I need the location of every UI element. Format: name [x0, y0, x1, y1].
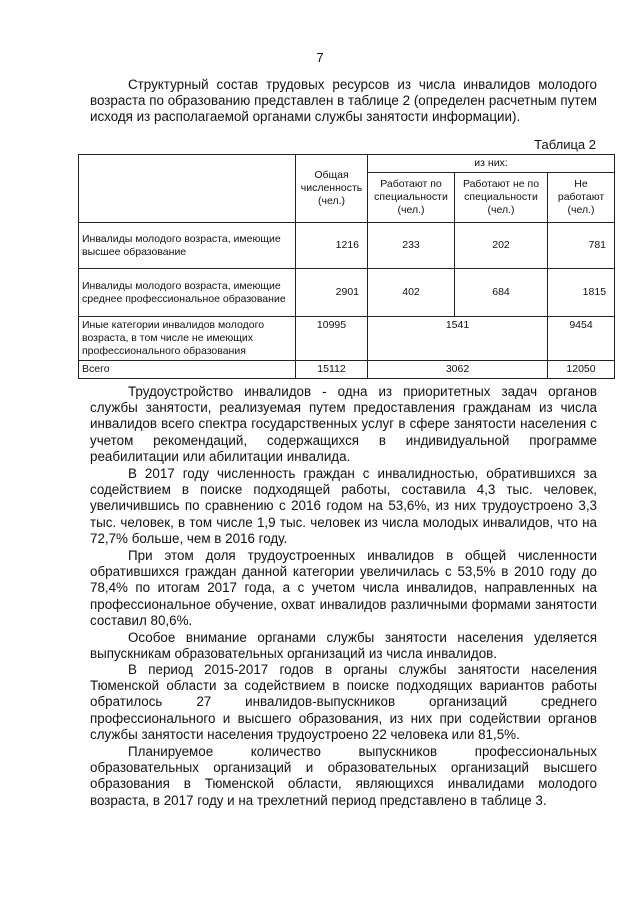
body-paragraph: При этом доля трудоустроенных инвалидов в общей численности обратившихся граждан данной категории увеличилась с 53,5% в 2010 году до 78,4% по итогам 2017 года, а с учетом числа инвалидов, направленных на профессиональное обучение, охват инвалидов различными формами занятости составил 80,6%. — [90, 548, 597, 628]
body-paragraph: В период 2015-2017 годов в органы службы занятости населения Тюменской области за содействием в поиске подходящих вариантов работы обратилось 27 инвалидов-выпускников организаций среднего профессионального и высшего образования, из них при содействии органов службы занятости населения трудоустроено 22 человека или 81,5%. — [90, 662, 597, 742]
cell-not-working: 781 — [548, 223, 615, 269]
body-paragraph: Особое внимание органами службы занятости населения уделяется выпускникам образовательных организаций из числа инвалидов. — [90, 630, 597, 662]
row-label: Иные категории инвалидов молодого возраста, в том числе не имеющих профессионального образования — [79, 317, 296, 361]
cell-not-working: 1815 — [548, 269, 615, 317]
cell-total: 2901 — [296, 269, 368, 317]
header-employed-not-in-specialty: Работают не по специальности (чел.) — [455, 173, 548, 223]
table-row — [79, 269, 615, 317]
table-row — [79, 361, 615, 379]
cell-working-combined: 1541 — [368, 317, 548, 361]
header-not-working: Не работают (чел.) — [548, 173, 615, 223]
cell-working-combined: 3062 — [368, 361, 548, 379]
cell-total: 1216 — [296, 223, 368, 269]
row-label: Инвалиды молодого возраста, имеющие среднее профессиональное образование — [79, 269, 296, 317]
header-employed-in-specialty: Работают по специальности (чел.) — [368, 173, 455, 223]
header-total: Общая численность (чел.) — [296, 155, 368, 223]
page-number: 7 — [316, 50, 324, 65]
table-caption: Таблица 2 — [534, 137, 596, 152]
cell-in-specialty: 233 — [368, 223, 455, 269]
employment-table — [78, 154, 615, 379]
body-paragraph: Трудоустройство инвалидов - одна из приоритетных задач органов службы занятости, реализуемая путем предоставления гражданам из числа инвалидов всего спектра государственных услуг в сфере занятости населения с учетом рекомендаций, содержащихся в индивидуальной программе реабилитации или абилитации инвалида. — [90, 384, 597, 464]
cell-not-in-specialty: 684 — [455, 269, 548, 317]
cell-in-specialty: 402 — [368, 269, 455, 317]
intro-paragraph: Структурный состав трудовых ресурсов из числа инвалидов молодого возраста по образованию представлен в таблице 2 (определен расчетным путем исходя из располагаемой органами службы занятости информации). — [90, 77, 597, 125]
body-paragraph: Планируемое количество выпускников профессиональных образовательных организаций и образовательных организаций высшего образования в Тюменской области, являющихся инвалидами молодого возраста, в 2017 году и на трехлетний период представлено в таблице 3. — [90, 744, 597, 808]
cell-total: 15112 — [296, 361, 368, 379]
table-row — [79, 317, 615, 361]
table-row — [79, 223, 615, 269]
cell-total: 10995 — [296, 317, 368, 361]
header-of-them: из них: — [368, 155, 615, 173]
header-empty-cell — [79, 155, 296, 223]
cell-not-in-specialty: 202 — [455, 223, 548, 269]
body-paragraph: В 2017 году численность граждан с инвалидностью, обратившихся за содействием в поиске подходящей работы, составила 4,3 тыс. человек, увеличившись по сравнению с 2016 годом на 53,6%, из них трудоустроено 3,3 тыс. человек, в том числе 1,9 тыс. человек из числа молодых инвалидов, что на 72,7% больше, чем в 2016 году. — [90, 466, 597, 546]
row-label: Инвалиды молодого возраста, имеющие высшее образование — [79, 223, 296, 269]
row-label: Всего — [79, 361, 296, 379]
cell-not-working: 12050 — [548, 361, 615, 379]
cell-not-working: 9454 — [548, 317, 615, 361]
